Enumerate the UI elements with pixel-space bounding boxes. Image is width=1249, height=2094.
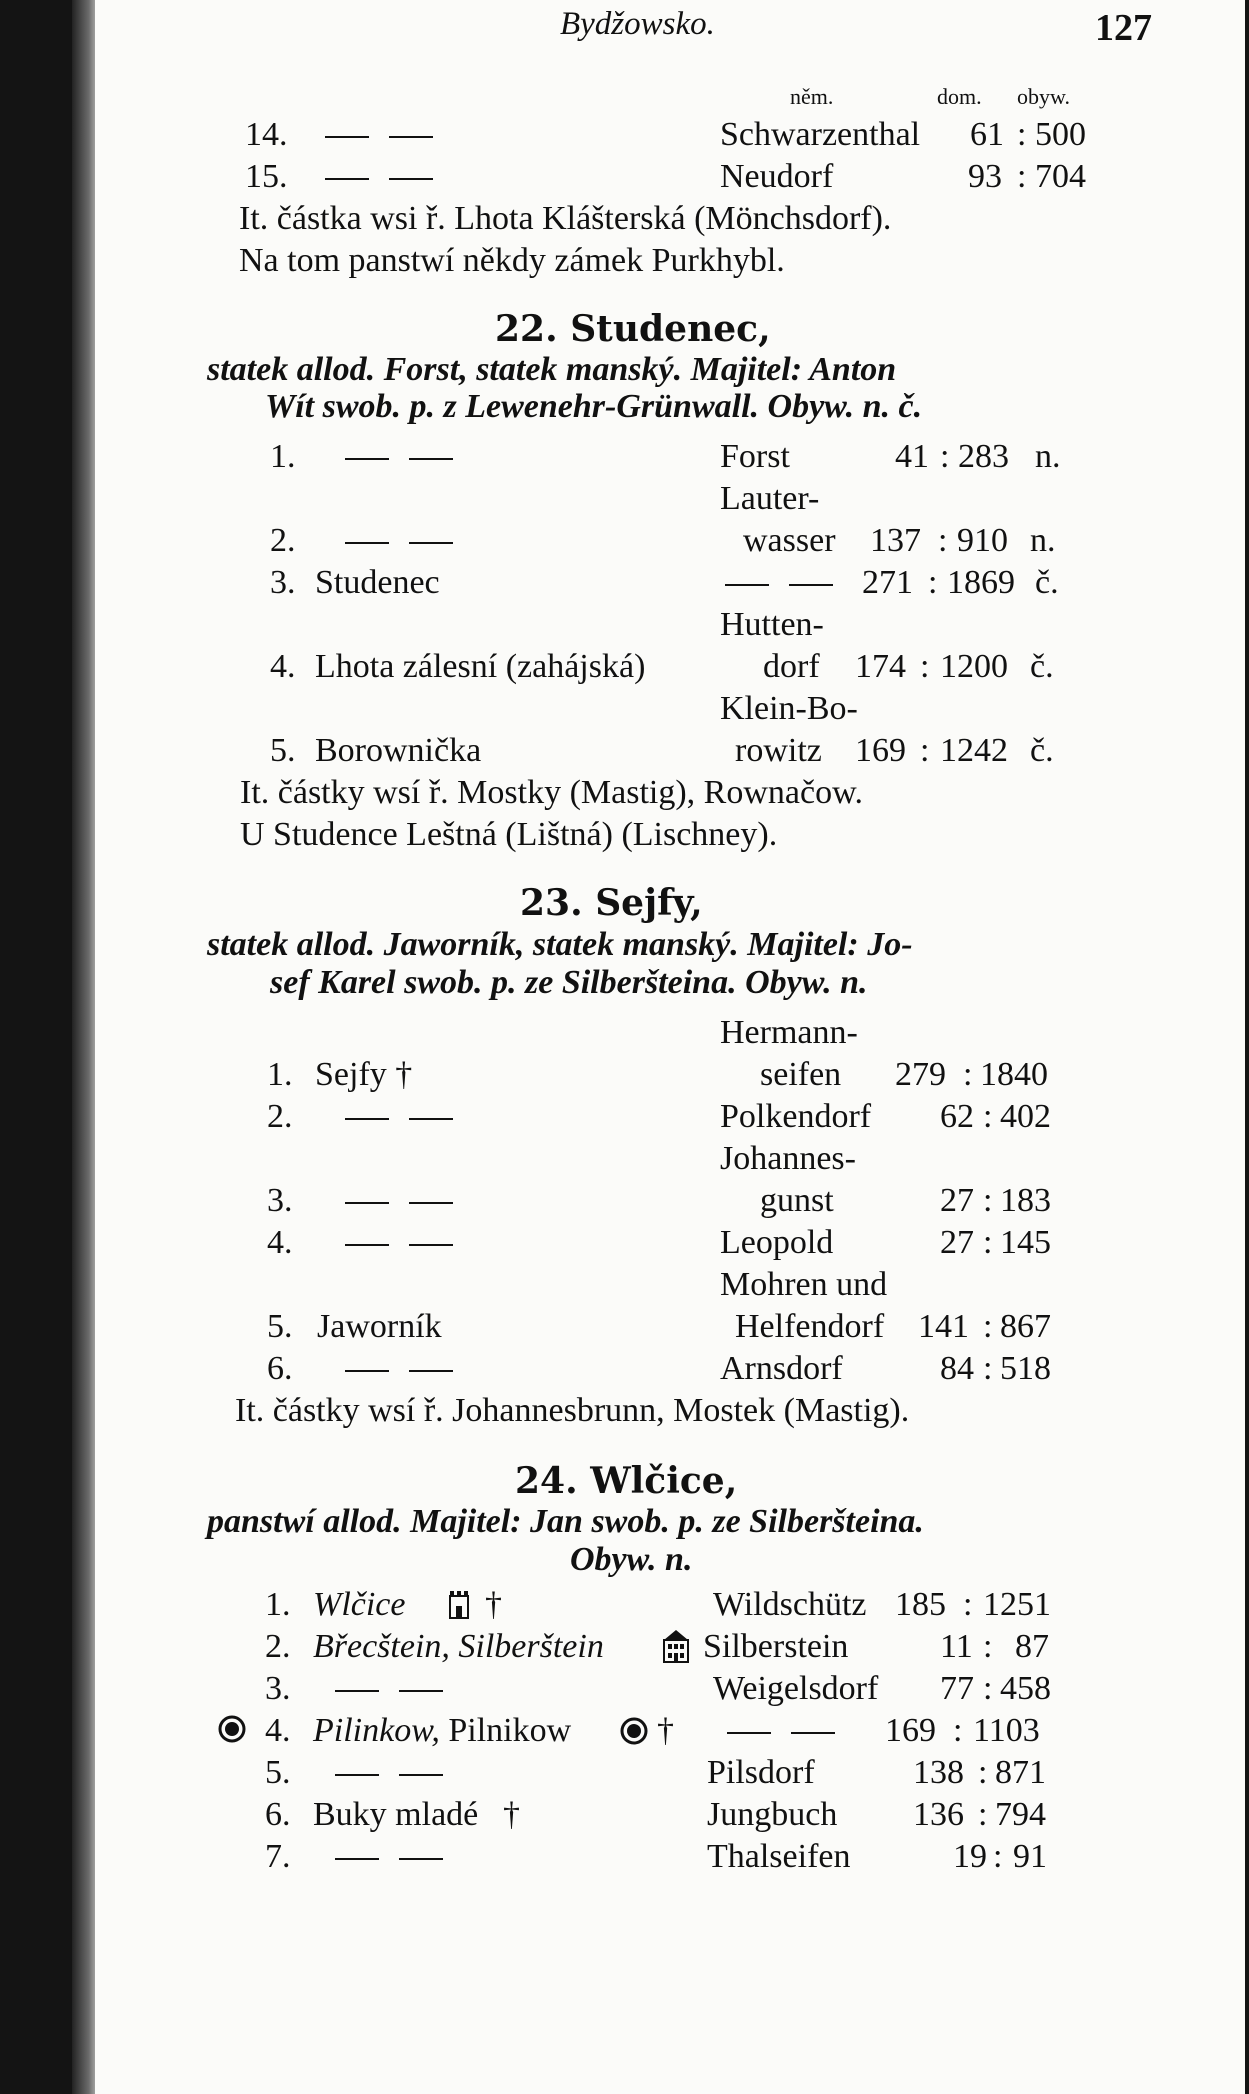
house-count: 77 [940,1670,974,1707]
house-count: 84 [940,1350,974,1387]
population: 1840 [980,1056,1048,1093]
german-name: Neudorf [720,158,834,195]
ditto-dashes [325,1756,453,1790]
czech-name: Jaworník [317,1308,442,1345]
czech-name: Studenec [315,564,440,601]
colon: : [920,648,930,685]
note-line: It. částky wsí ř. Mostky (Mastig), Rownačow. [240,774,863,811]
language-code: n. [1035,438,1061,475]
population: 145 [1000,1224,1051,1261]
population: 91 [1013,1838,1047,1875]
house-count: 174 [855,648,906,685]
page-number: 127 [1095,7,1152,49]
german-name: Wildschütz [713,1586,867,1623]
note-line: Na tom panstwí někdy zámek Purkhybl. [239,242,785,279]
german-name: Hutten- [720,606,824,643]
seat-icon [218,1715,246,1748]
section-intro-line: Obyw. n. [570,1541,693,1578]
czech-name: Pilinkow, Pilnikow [313,1712,572,1749]
row-number: 2. [270,522,296,559]
german-name: Forst [720,438,790,475]
colon: : [993,1838,1003,1875]
population: 1251 [983,1586,1051,1623]
parish-cross: † [657,1712,674,1749]
col-head-nem: něm. [790,84,834,109]
section-title: 23. Sejfy, [520,882,703,924]
population: 871 [995,1754,1046,1791]
german-name: Hermann- [720,1014,858,1051]
row-number: 3. [270,564,296,601]
german-name: Silberstein [703,1628,849,1665]
german-name: Helfendorf [735,1308,885,1345]
population: 1242 [940,732,1008,769]
population: 500 [1035,116,1086,153]
ditto-dashes [335,524,463,558]
section-intro-line: statek allod. Jaworník, statek manský. Majitel: Jo- [207,926,913,963]
house-count: 41 [895,438,929,475]
house-count: 93 [968,158,1002,195]
house-count: 11 [940,1628,973,1665]
house-count: 185 [895,1586,946,1623]
population: 518 [1000,1350,1051,1387]
row-number: 5. [270,732,296,769]
german-name: Jungbuch [707,1796,838,1833]
row-number: 2. [267,1098,293,1135]
ditto-dashes [325,1672,453,1706]
german-name: Pilsdorf [707,1754,815,1791]
german-name: Johannes- [720,1140,856,1177]
house-count: 137 [870,522,921,559]
population: 1103 [973,1712,1040,1749]
colon: : [978,1796,988,1833]
row-number: 6. [265,1796,291,1833]
population: 283 [958,438,1009,475]
german-name: Klein-Bo- [720,690,858,727]
german-name: Lauter- [720,480,820,517]
german-name: Polkendorf [720,1098,872,1135]
colon: : [963,1056,973,1093]
language-code: č. [1030,732,1054,769]
row-number: 1. [270,438,296,475]
section-intro-line: Wít swob. p. z Lewenehr-Grünwall. Obyw. n. č. [265,388,923,425]
colon: : [983,1670,993,1707]
note-line: It. částka wsi ř. Lhota Klášterská (Mönchsdorf). [239,200,892,237]
section-intro-line: panstwí allod. Majitel: Jan swob. p. ze Silberšteina. [207,1503,924,1540]
czech-name: Lhota zálesní (zahájská) [315,648,646,685]
note-line: U Studence Leštná (Lištná) (Lischney). [240,816,778,853]
seat-icon [620,1717,648,1750]
house-count: 62 [940,1098,974,1135]
ditto-dashes [315,118,443,152]
colon: : [983,1350,993,1387]
house-count: 141 [918,1308,969,1345]
german-name: seifen [760,1056,842,1093]
czech-name: Buky mladé [313,1796,479,1833]
colon: : [978,1754,988,1791]
colon: : [963,1586,973,1623]
row-number: 15. [245,158,288,195]
colon: : [940,438,950,475]
book-page [95,0,1245,2094]
population: 458 [1000,1670,1051,1707]
german-name: gunst [760,1182,834,1219]
ditto-dashes [315,160,443,194]
german-name: dorf [763,648,820,685]
ditto-dashes [335,1352,463,1386]
czech-name: Borownička [315,732,482,769]
german-name: Mohren und [720,1266,888,1303]
colon: : [920,732,930,769]
house-count: 138 [913,1754,964,1791]
ditto-dashes [335,1100,463,1134]
ditto-dashes [335,440,463,474]
house-count: 19 [953,1838,987,1875]
czech-name: Břecštein, Silberštein [313,1628,604,1665]
german-name: Weigelsdorf [713,1670,879,1707]
ditto-dashes [335,1226,463,1260]
colon: : [1017,116,1027,153]
row-number: 14. [245,116,288,153]
row-number: 3. [267,1182,293,1219]
population: 87 [1015,1628,1049,1665]
colon: : [983,1308,993,1345]
colon: : [928,564,938,601]
colon: : [1017,158,1027,195]
colon: : [983,1224,993,1261]
german-name: Leopold [720,1224,834,1261]
house-count: 136 [913,1796,964,1833]
parish-cross: † [503,1796,520,1833]
ditto-dashes [717,1714,845,1748]
population: 704 [1035,158,1086,195]
colon: : [938,522,948,559]
population: 1869 [947,564,1015,601]
language-code: č. [1030,648,1054,685]
house-count: 27 [940,1182,974,1219]
house-count: 271 [862,564,913,601]
german-name: Thalseifen [707,1838,851,1875]
house-count: 279 [895,1056,946,1093]
population: 867 [1000,1308,1051,1345]
row-number: 4. [265,1712,291,1749]
row-number: 1. [265,1586,291,1623]
section-title: 24. Wlčice, [515,1460,738,1502]
col-head-dom: dom. [937,84,982,109]
col-head-obyw: obyw. [1017,84,1070,109]
house-count: 169 [885,1712,936,1749]
manor-icon [660,1628,692,1669]
castle-icon [447,1588,471,1625]
language-code: n. [1030,522,1056,559]
row-number: 2. [265,1628,291,1665]
house-count: 61 [970,116,1004,153]
row-number: 1. [267,1056,293,1093]
language-code: č. [1035,564,1059,601]
colon: : [983,1182,993,1219]
row-number: 4. [267,1224,293,1261]
section-intro-line: statek allod. Forst, statek manský. Majitel: Anton [207,351,897,388]
czech-name: Wlčice [313,1586,406,1623]
section-intro-line: sef Karel swob. p. ze Silberšteina. Obyw. n. [270,964,868,1001]
section-title: 22. Studenec, [495,308,771,350]
ditto-dashes [335,1184,463,1218]
row-number: 5. [265,1754,291,1791]
population: 402 [1000,1098,1051,1135]
row-number: 7. [265,1838,291,1875]
running-head: Bydžowsko. [560,6,715,42]
population: 183 [1000,1182,1051,1219]
czech-name: Sejfy † [315,1056,413,1093]
row-number: 6. [267,1350,293,1387]
population: 794 [995,1796,1046,1833]
german-name: Schwarzenthal [720,116,921,153]
german-name: Arnsdorf [720,1350,843,1387]
population: 1200 [940,648,1008,685]
colon: : [983,1098,993,1135]
parish-cross: † [485,1586,502,1623]
row-number: 4. [270,648,296,685]
ditto-dashes [715,566,843,600]
population: 910 [957,522,1008,559]
ditto-dashes [325,1840,453,1874]
german-name: rowitz [735,732,822,769]
colon: : [983,1628,993,1665]
colon: : [953,1712,963,1749]
note-line: It. částky wsí ř. Johannesbrunn, Mostek (Mastig). [235,1392,910,1429]
row-number: 5. [267,1308,293,1345]
row-number: 3. [265,1670,291,1707]
house-count: 27 [940,1224,974,1261]
house-count: 169 [855,732,906,769]
german-name: wasser [743,522,836,559]
